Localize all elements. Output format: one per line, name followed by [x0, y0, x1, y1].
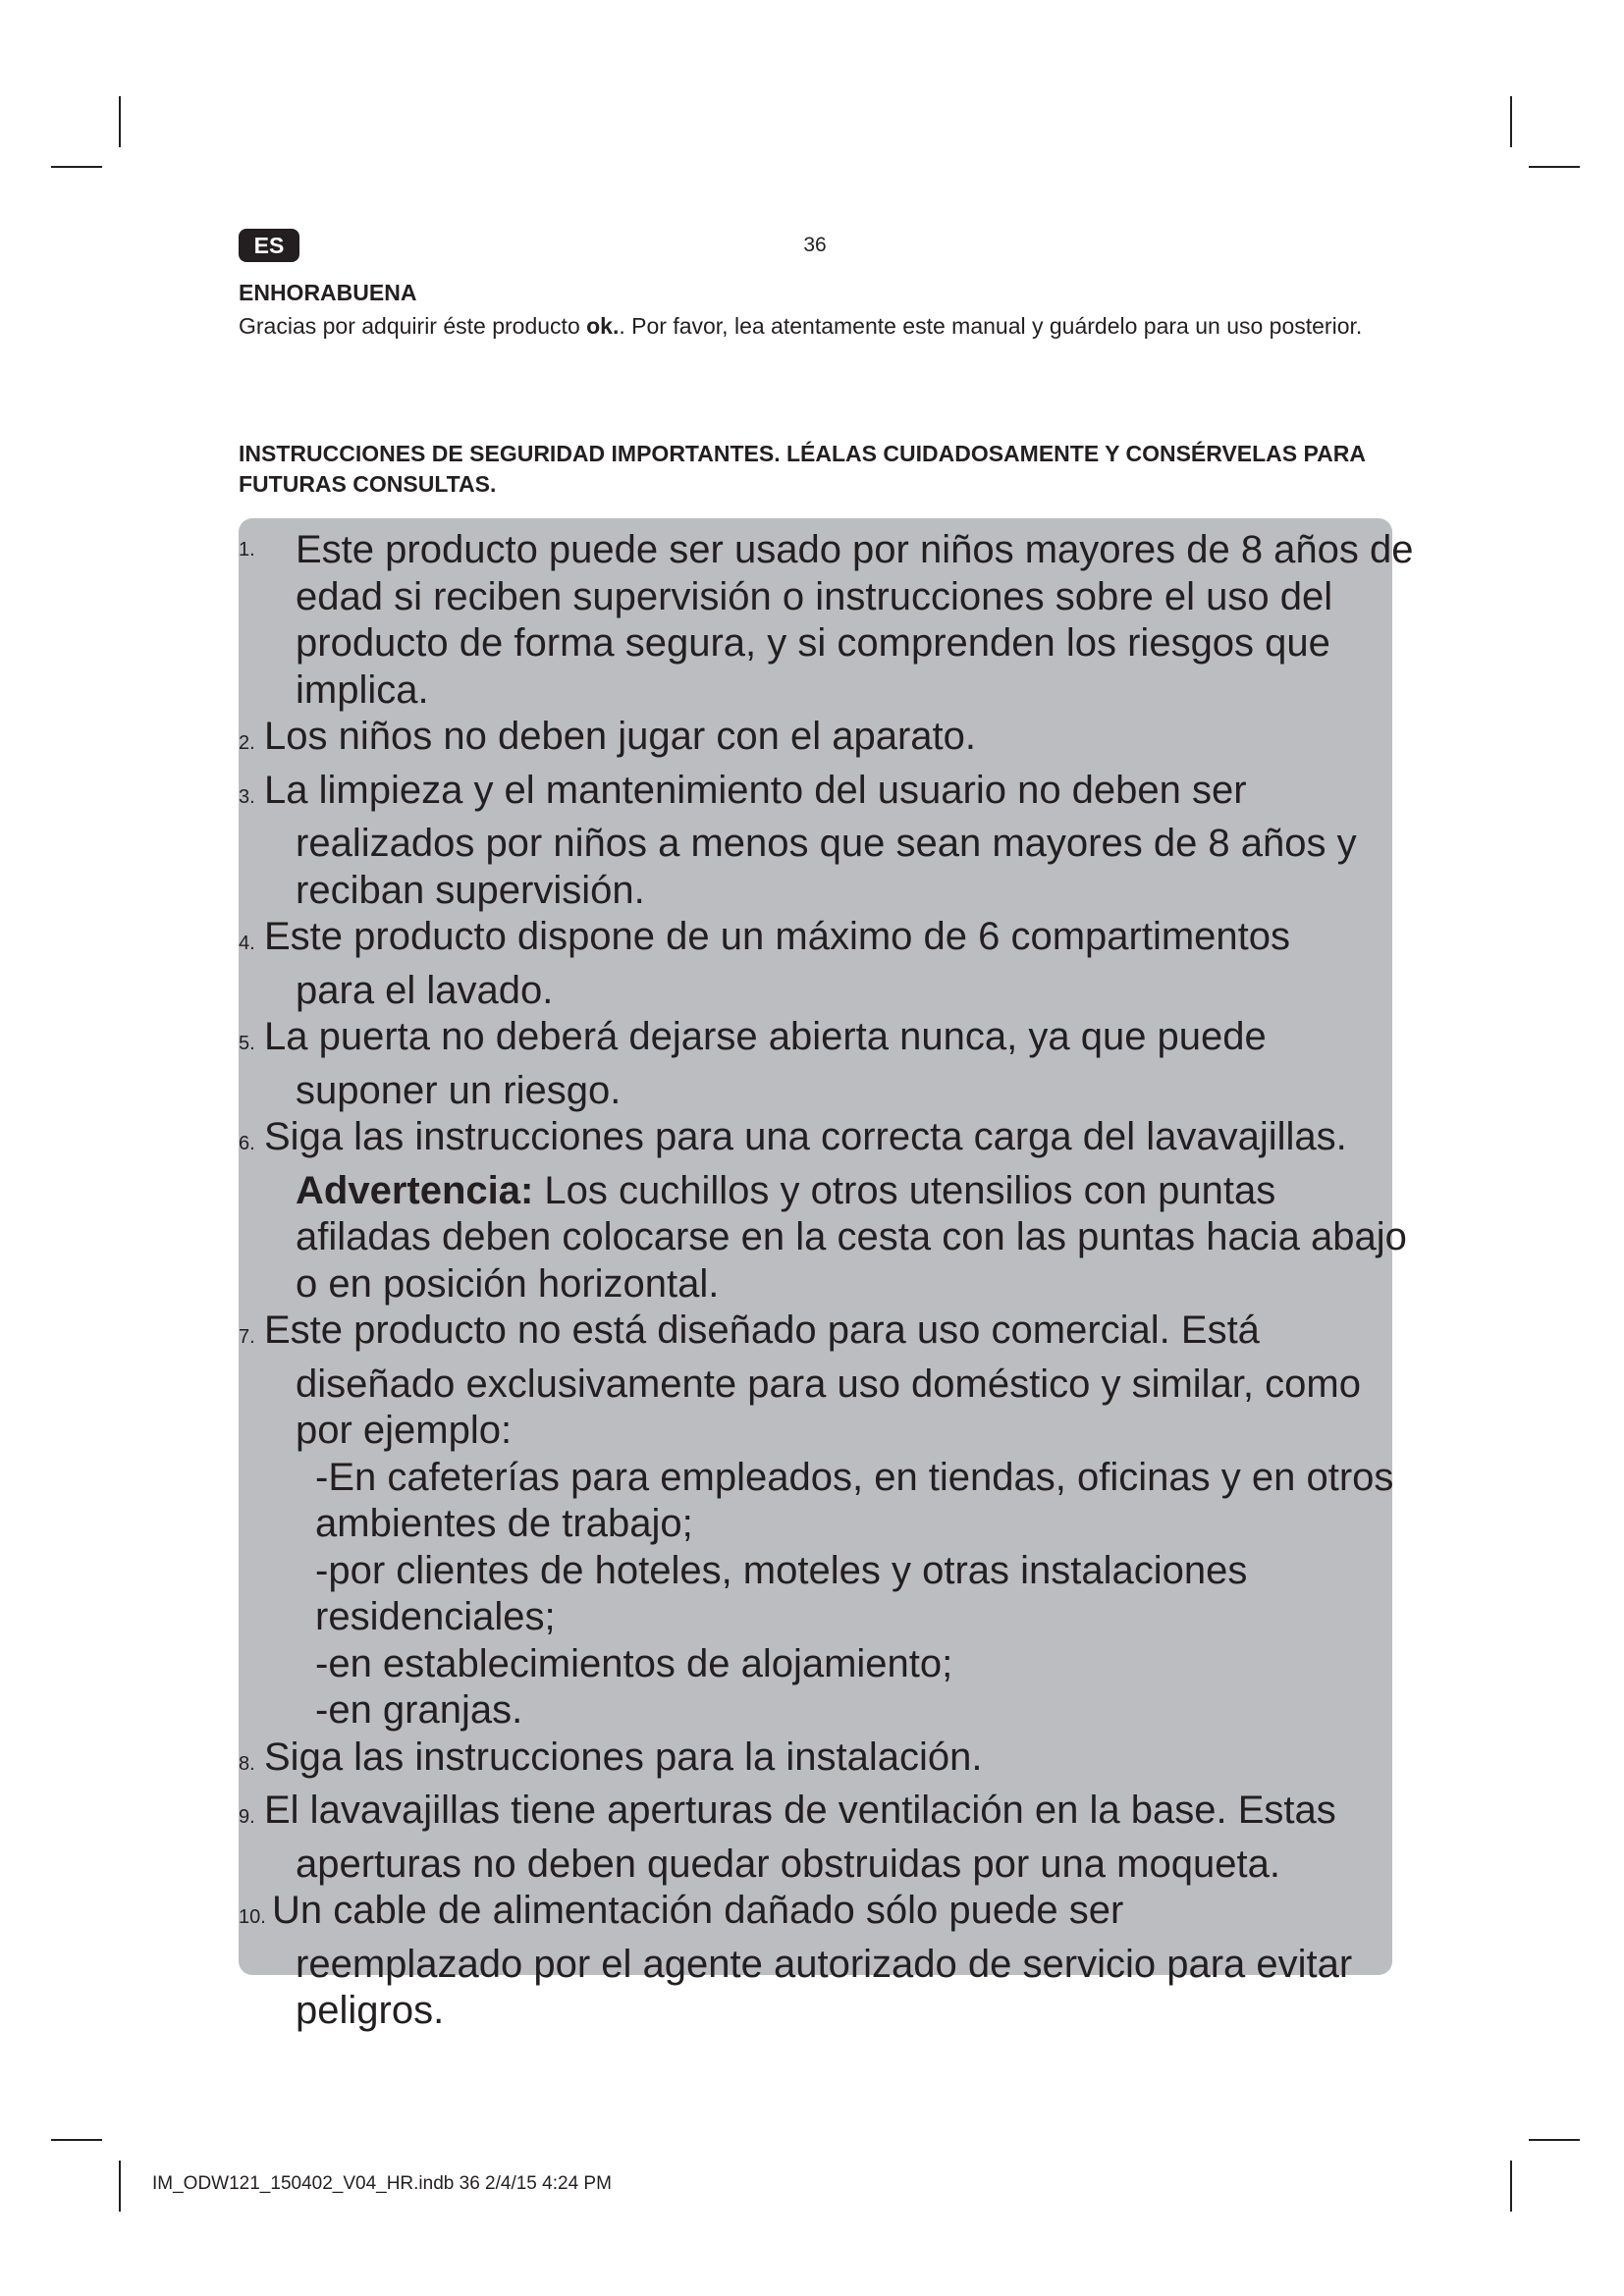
item-number: 5. — [239, 1033, 255, 1054]
item-text: La limpieza y el mantenimiento del usuario no deben ser — [264, 768, 1247, 812]
safety-item-1 — [239, 527, 1417, 714]
safety-item-9 — [239, 1788, 1417, 1888]
language-badge: ES — [239, 229, 299, 262]
congrats-text-start: Gracias por adquirir éste producto — [239, 313, 587, 339]
item-text: Este producto dispone de un máximo de 6 compartimentos — [264, 915, 1291, 958]
crop-mark-top-left — [51, 166, 102, 168]
sub-item: -en establecimientos de alojamiento; — [315, 1641, 953, 1685]
item-text: Siga las instrucciones para una correcta carga del lavavajillas. — [264, 1115, 1347, 1158]
footer-file-info: IM_ODW121_150402_V04_HR.indb 36 2/4/15 4:24 PM — [152, 2173, 612, 2194]
sub-item: -en granjas. — [315, 1688, 523, 1732]
safety-list — [239, 527, 1417, 2035]
item-text: Este producto puede ser usado por niños mayores de 8 años de edad si reciben supervisión o instrucciones sobre el uso del producto de forma segura, y si comprenden los riesgos que implica. — [296, 528, 1414, 712]
warning-body: Los cuchillos y otros utensilios con puntas afiladas deben colocarse en la cesta con las puntas hacia abajo o en posición horizontal. — [296, 1168, 1407, 1306]
item-text-continued: diseñado exclusivamente para uso doméstico y similar, como por ejemplo: — [296, 1362, 1361, 1452]
safety-item-4 — [239, 914, 1417, 1014]
safety-item-5 — [239, 1014, 1417, 1114]
item-number: 4. — [239, 933, 255, 954]
item-text-continued: suponer un riesgo. — [296, 1068, 622, 1112]
congrats-text — [239, 310, 1397, 343]
crop-mark-top-right — [1510, 96, 1512, 147]
safety-item-6 — [239, 1114, 1417, 1308]
safety-item-2 — [239, 714, 1417, 768]
congrats-text-end: . Por favor, lea atentamente este manual y guárdelo para un uso posterior. — [619, 313, 1363, 339]
crop-mark-bottom-right — [1510, 2161, 1512, 2212]
item-text-continued: para el lavado. — [296, 968, 554, 1012]
safety-item-3 — [239, 768, 1417, 915]
warning-text — [239, 1168, 1417, 1308]
sub-item: -por clientes de hoteles, moteles y otras instalaciones residenciales; — [315, 1548, 1248, 1638]
sub-item: -En cafeterías para empleados, en tiendas, oficinas y en otros ambientes de trabajo; — [315, 1455, 1394, 1545]
item-number: 8. — [239, 1752, 255, 1775]
safety-item-7 — [239, 1308, 1417, 1735]
page-number: 36 — [803, 234, 827, 256]
warning-label: Advertencia: — [296, 1168, 534, 1212]
item-text-continued: realizados por niños a menos que sean mayores de 8 años y reciban supervisión. — [296, 822, 1357, 912]
safety-heading: INSTRUCCIONES DE SEGURIDAD IMPORTANTES. LÉALAS CUIDADOSAMENTE Y CONSÉRVELAS PARA FUTURAS CONSULTAS. — [239, 441, 1366, 497]
brand-name: ok. — [586, 313, 620, 339]
item-number: 3. — [239, 785, 255, 808]
item-number: 2. — [239, 732, 255, 754]
item-text: La puerta no deberá dejarse abierta nunca, ya que puede — [264, 1015, 1267, 1058]
safety-item-8 — [239, 1735, 1417, 1789]
crop-mark-bottom-left — [51, 2139, 102, 2141]
item-number: 6. — [239, 1133, 255, 1154]
item-text-continued: reemplazado por el agente autorizado de servicio para evitar peligros. — [296, 1942, 1353, 2032]
item-text: El lavavajillas tiene aperturas de ventilación en la base. Estas — [264, 1789, 1336, 1832]
item-text-continued: aperturas no deben quedar obstruidas por una moqueta. — [296, 1842, 1280, 1886]
crop-mark-bottom-left — [119, 2161, 121, 2212]
item-text: Siga las instrucciones para la instalación. — [264, 1735, 983, 1779]
item-number: 7. — [239, 1326, 255, 1348]
crop-mark-bottom-right — [1529, 2139, 1580, 2141]
item-text: Un cable de alimentación dañado sólo puede ser — [272, 1889, 1124, 1932]
item-text: Los niños no deben jugar con el aparato. — [264, 715, 976, 758]
item-number: 1. — [239, 539, 255, 561]
item-number: 9. — [239, 1806, 255, 1828]
congrats-heading: ENHORABUENA — [239, 280, 417, 305]
crop-mark-top-left — [119, 96, 121, 147]
safety-item-10 — [239, 1888, 1417, 2035]
item-number: 10. — [239, 1906, 266, 1928]
item-text: Este producto no está diseñado para uso comercial. Está — [264, 1308, 1260, 1352]
crop-mark-top-right — [1529, 166, 1580, 168]
